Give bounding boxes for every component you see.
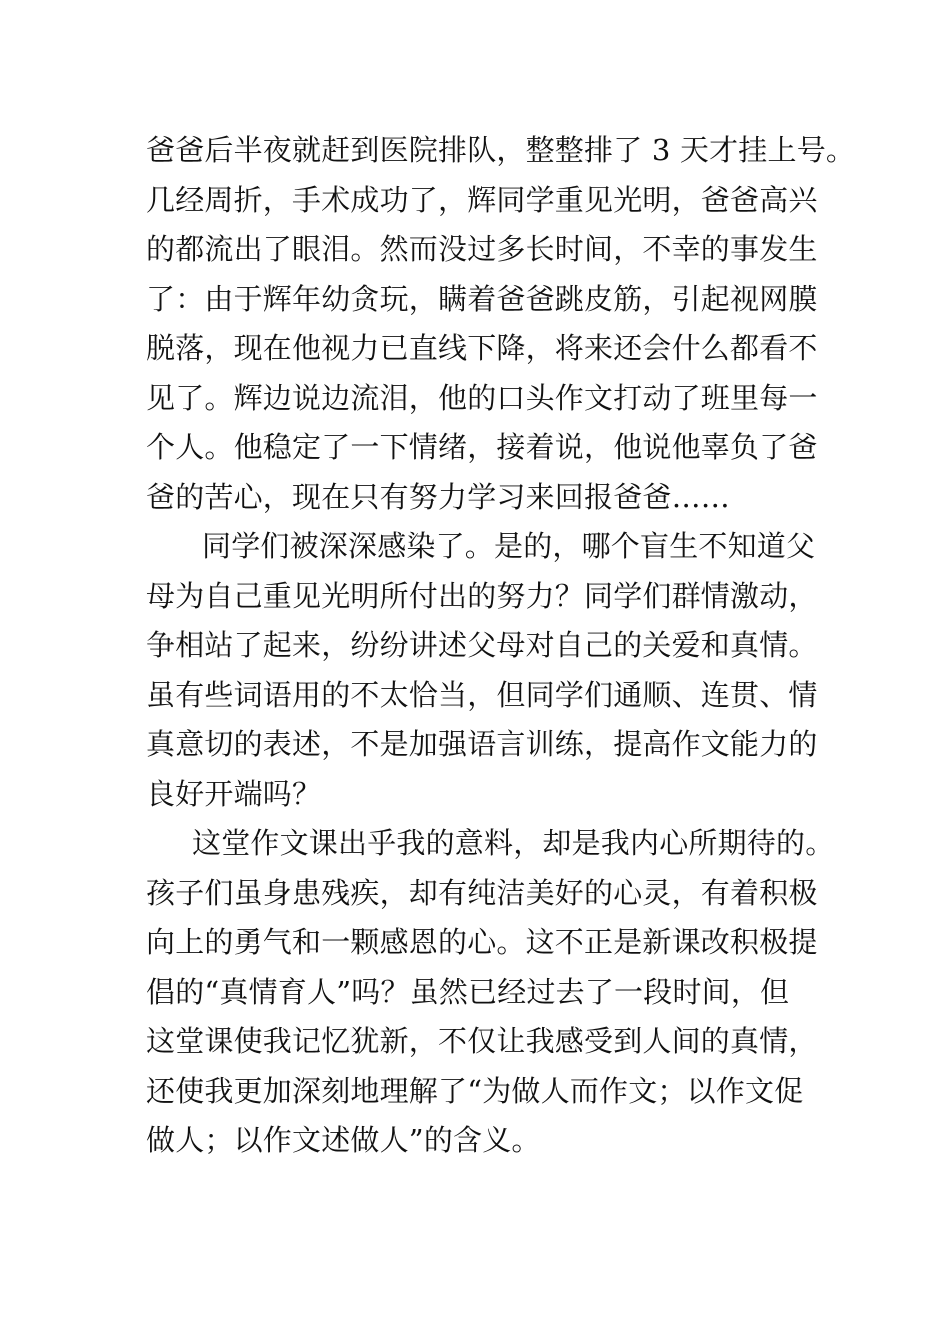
text-line: 爸的苦心，现在只有努力学习来回报爸爸…… bbox=[146, 479, 731, 514]
text-line: 倡的“真情育人”吗？虽然已经过去了一段时间，但 bbox=[146, 974, 790, 1009]
text-line: 向上的勇气和一颗感恩的心。这不正是新课改积极提 bbox=[146, 925, 818, 959]
text-line: 孩子们虽身患残疾，却有纯洁美好的心灵，有着积极 bbox=[146, 875, 818, 910]
paragraph-start-line: 同学们被深深感染了。是的，哪个盲生不知道父 bbox=[202, 529, 816, 563]
text-line: 的都流出了眼泪。然而没过多长时间，不幸的事发生 bbox=[146, 232, 818, 266]
text-line: 虽有些词语用的不太恰当，但同学们通顺、连贯、情 bbox=[146, 677, 818, 712]
text-line: 真意切的表述，不是加强语言训练，提高作文能力的 bbox=[146, 727, 818, 761]
text-line: 做人；以作文述做人”的含义。 bbox=[146, 1123, 541, 1157]
text-line: 几经周折，手术成功了，辉同学重见光明，爸爸高兴 bbox=[146, 182, 818, 217]
text-line: 这堂课使我记忆犹新，不仅让我感受到人间的真情， bbox=[146, 1024, 818, 1058]
text-line: 个人。他稳定了一下情绪，接着说，他说他辜负了爸 bbox=[146, 430, 818, 464]
body-text bbox=[146, 126, 856, 1166]
text-line: 还使我更加深刻地理解了“为做人而作文；以作文促 bbox=[146, 1073, 804, 1108]
text-line: 良好开端吗？ bbox=[146, 776, 322, 811]
text-line: 脱落，现在他视力已直线下降，将来还会什么都看不 bbox=[146, 331, 818, 365]
paragraph-start-line: 这堂作文课出乎我的意料，却是我内心所期待的。 bbox=[192, 826, 835, 860]
text-line: 见了。辉边说边流泪，他的口头作文打动了班里每一 bbox=[146, 380, 818, 415]
text-line: 了：由于辉年幼贪玩，瞒着爸爸跳皮筋，引起视网膜 bbox=[146, 281, 818, 316]
text-line: 母为自己重见光明所付出的努力？同学们群情激动， bbox=[146, 578, 818, 613]
text-line: 争相站了起来，纷纷讲述父母对自己的关爱和真情。 bbox=[146, 628, 818, 662]
text-line: 爸爸后半夜就赶到医院排队，整整排了 3 天才挂上号。 bbox=[146, 133, 856, 167]
